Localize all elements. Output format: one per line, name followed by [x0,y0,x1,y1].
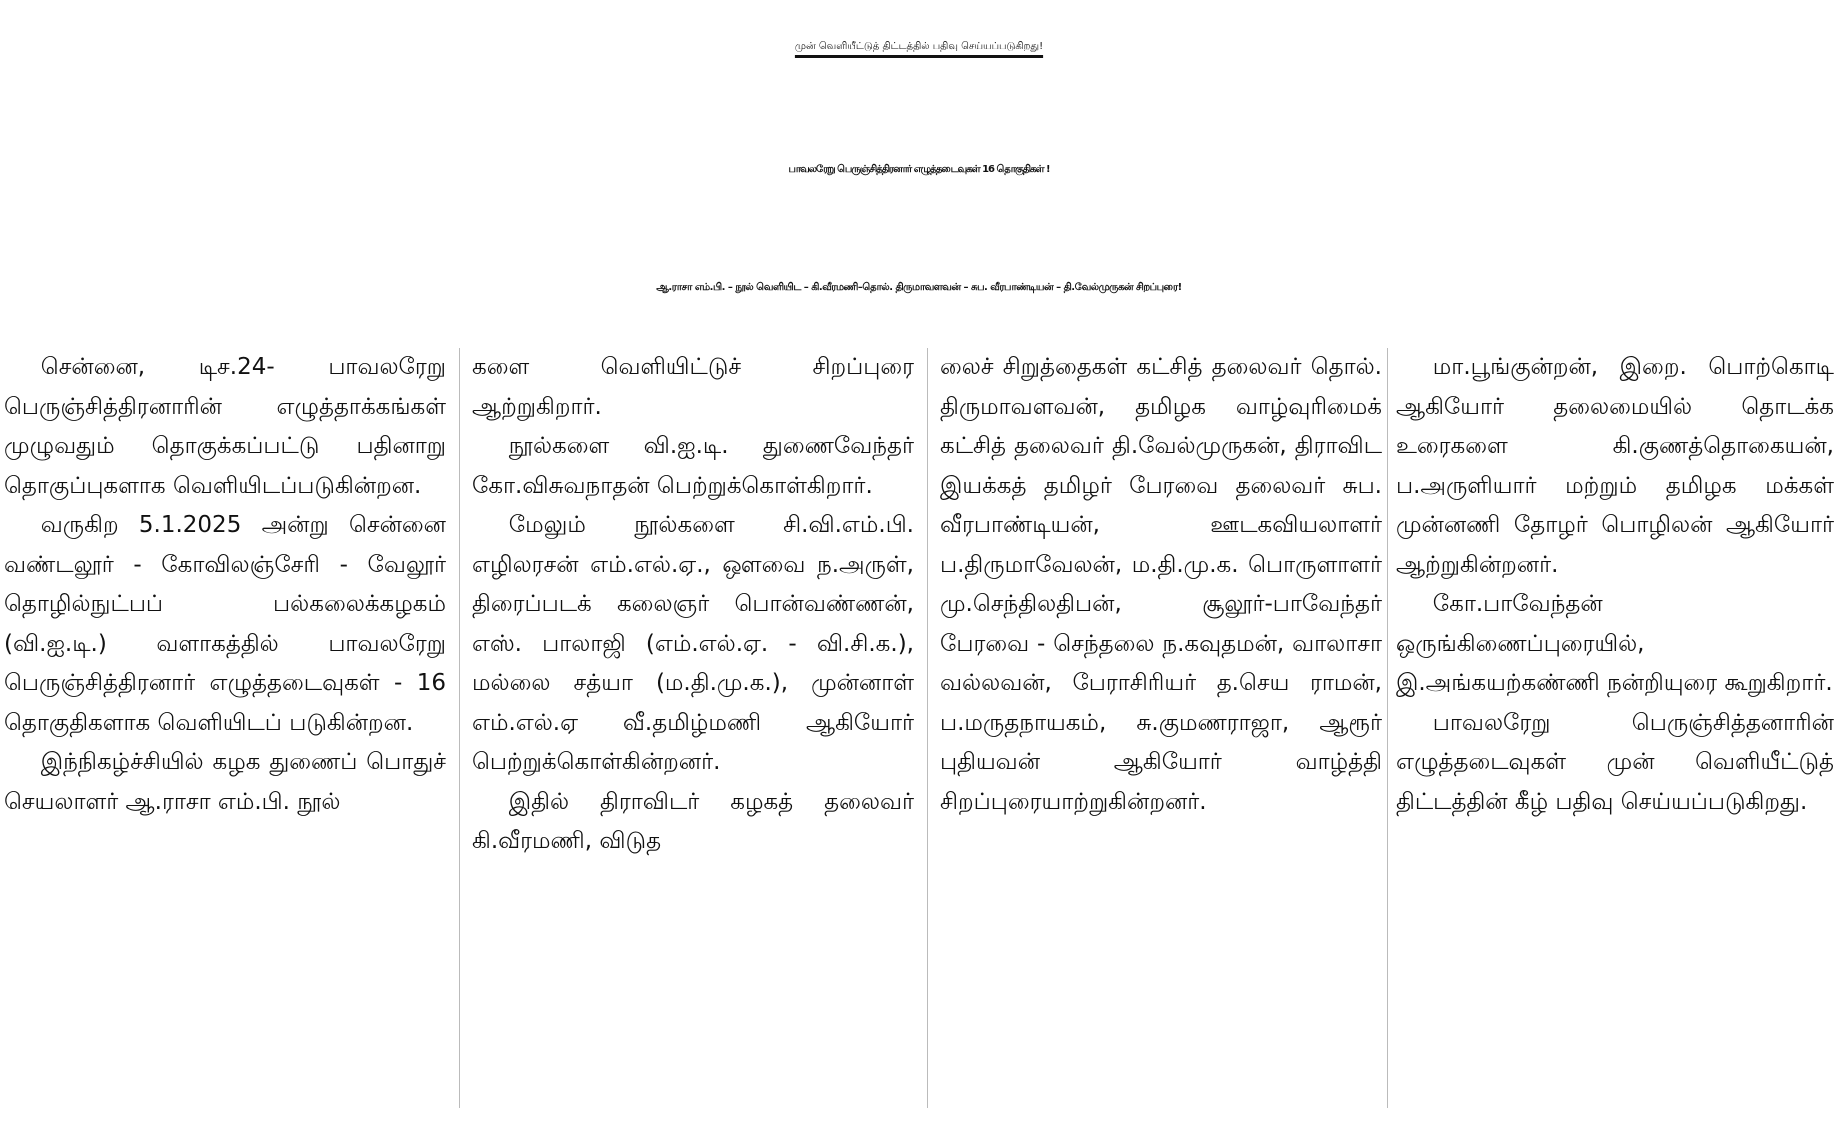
article-body [4,348,1834,1116]
paragraph: இந்நிகழ்ச்சியில் கழக துணைப் பொதுச் செயலாளர் ஆ.ராசா எம்.பி. நூல் [4,749,446,815]
paragraph: மேலும் நூல்களை சி.வி.எம்.பி. எழிலரசன் எம்.எல்.ஏ., ஔவை ந.அருள், திரைப்படக் கலைஞர் பொன்வண்ணன், எஸ். பாலாஜி (எம்.எல்.ஏ. - வி.சி.க.), மல்லை சத்யா (ம.தி.மு.க.), முன்னாள் எம்.எல்.ஏ வீ.தமிழ்மணி ஆகியோர் பெற்றுக்கொள்கின்றனர். [472,512,914,775]
paragraph: இதில் திராவிடர் கழகத் தலைவர் கி.வீரமணி, விடுத [472,788,914,854]
paragraph: லைச் சிறுத்தைகள் கட்சித் தலைவர் தொல். திருமாவளவன், தமிழக வாழ்வுரிமைக் கட்சித் தலைவர் தி.வேல்முருகன், திராவிட இயக்கத் தமிழர் பேரவை தலைவர் சுப. வீரபாண்டியன், ஊடகவியலாளர் ப.திருமாவேலன், ம.தி.மு.க. பொருளாளர் மு.செந்திலதிபன், சூலூர்-பாவேந்தர் பேரவை - செந்தலை ந.கவுதமன், வாலாசா வல்லவன், பேராசிரியர் த.செய ராமன், ப.மருதநாயகம், சு.குமணராஜா, ஆரூர் புதியவன் ஆகியோர் வாழ்த்தி சிறப்புரையாற்றுகின்றனர். [940,354,1382,815]
column-divider [927,348,928,1108]
paragraph: வருகிற 5.1.2025 அன்று சென்னை வண்டலூர் - கோவிலஞ்சேரி - வேலூர் தொழில்நுட்பப் பல்கலைக்கழகம் (வி.ஐ.டி.) வளாகத்தில் பாவலரேறு பெருஞ்சித்திரனார் எழுத்தடைவுகள் - 16 தொகுதிகளாக வெளியிடப் படுகின்றன. [4,512,446,736]
paragraph: பாவலரேறு பெருஞ்சித்தனாரின் எழுத்தடைவுகள் முன் வெளியீட்டுத் திட்டத்தின் கீழ் பதிவு செய்யப்படுகிறது. [1396,709,1834,815]
paragraph: கோ.பாவேந்தன் ஒருங்கிணைப்புரையில், இ.அங்கயற்கண்ணி நன்றியுரை கூறுகிறார். [1396,591,1833,696]
article-subheadline: ஆ.ராசா எம்.பி. – நூல் வெளியிட – கி.வீரமணி–தொல். திருமாவளவன் – சுப. வீரபாண்டியன் – தி.வேல்முருகன் சிறப்புரை! [656,282,1182,293]
paragraph: சென்னை, டிச.24- பாவலரேறு பெருஞ்சித்திரனாரின் எழுத்தாக்கங்கள் முழுவதும் தொகுக்கப்பட்டு பதினாறு தொகுப்புகளாக வெளியிடப்படுகின்றன. [4,354,446,499]
text-column-3 [940,348,1382,1116]
text-column-2 [472,348,914,1116]
article-kicker: முன் வெளியீட்டுத் திட்டத்தில் பதிவு செய்யப்படுகிறது! [794,41,1044,52]
paragraph: களை வெளியிட்டுச் சிறப்புரை ஆற்றுகிறார். [472,354,914,420]
article-headline: பாவலரேறு பெருஞ்சித்திரனார் எழுத்தடைவுகள் 16 தொகுதிகள் ! [788,164,1050,175]
text-column-1 [4,348,446,1116]
paragraph: நூல்களை வி.ஐ.டி. துணைவேந்தர் கோ.விசுவநாதன் பெற்றுக்கொள்கிறார். [472,433,914,499]
paragraph: மா.பூங்குன்றன், இறை. பொற்கொடி ஆகியோர் தலைமையில் தொடக்க உரைகளை கி.குணத்தொகையன், ப.அருளியார் மற்றும் தமிழக மக்கள் முன்னணி தோழர் பொழிலன் ஆகியோர் ஆற்றுகின்றனர். [1396,354,1834,578]
column-divider [1387,348,1388,1108]
column-divider [459,348,460,1108]
text-column-4 [1396,348,1834,1116]
